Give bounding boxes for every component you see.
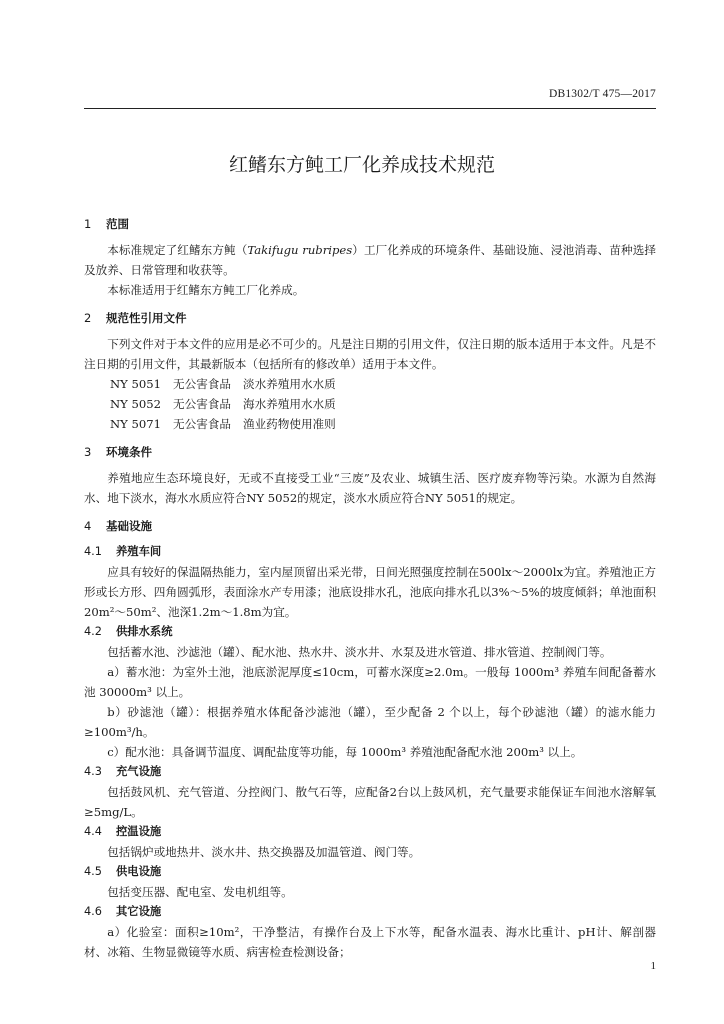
section-4-4-heading: 4.4 控温设施 bbox=[84, 825, 162, 838]
page-number: 1 bbox=[650, 960, 656, 972]
section-4-1-heading: 4.1 养殖车间 bbox=[84, 545, 162, 558]
section-4-2-item-a: a）蓄水池：为室外土池，池底淤泥厚度≤10cm，可蓄水深度≥2.0m。一般每 1000m³ 养殖车间配备蓄水池 30000m³ 以上。 bbox=[84, 665, 656, 699]
reference-item: NY 5071 无公害食品 渔业药物使用准则 bbox=[110, 417, 336, 431]
reference-item: NY 5052 无公害食品 海水养殖用水水质 bbox=[110, 397, 336, 411]
section-4-4-paragraph: 包括锅炉或地热井、淡水井、热交换器及加温管道、阀门等。 bbox=[107, 845, 421, 859]
header-rule bbox=[84, 108, 656, 109]
latin-name: Takifugu rubripes bbox=[247, 243, 353, 257]
section-4-2-heading: 4.2 供排水系统 bbox=[84, 625, 173, 638]
section-4-1-paragraph: 应具有较好的保温隔热能力，室内屋顶留出采光带，日间光照强度控制在500lx～2000lx为宜。养殖池正方形或长方形、四角圆弧形，表面涂水产专用漆；池底设排水孔，池底向排水孔以3%～5%的坡度倾斜；单池面积20m²～50m²、池深1.2m～1.8m为宜。 bbox=[84, 565, 656, 619]
section-4-2-item-b: b）砂滤池（罐）：根据养殖水体配备沙滤池（罐），至少配备 2 个以上，每个砂滤池（罐）的滤水能力≥100m³/h。 bbox=[84, 705, 656, 739]
document-body bbox=[84, 206, 656, 962]
section-4-6-heading: 4.6 其它设施 bbox=[84, 905, 162, 918]
section-1-paragraph-1: 本标准规定了红鳍东方鲀（Takifugu rubripes）工厂化养成的环境条件、基础设施、浸池消毒、苗种选择及放养、日常管理和收获等。 bbox=[84, 243, 656, 277]
section-4-heading: 4 基础设施 bbox=[84, 519, 152, 533]
section-4-3-paragraph: 包括鼓风机、充气管道、分控阀门、散气石等，应配备2台以上鼓风机，充气量要求能保证车间池水溶解氧≥5mg/L。 bbox=[84, 785, 656, 819]
section-4-6-item-a: a）化验室：面积≥10m²，干净整洁，有操作台及上下水等，配备水温表、海水比重计、pH计、解剖器材、冰箱、生物显微镜等水质、病害检查检测设备； bbox=[84, 925, 656, 959]
section-4-5-paragraph: 包括变压器、配电室、发电机组等。 bbox=[107, 885, 293, 899]
reference-item: NY 5051 无公害食品 淡水养殖用水水质 bbox=[110, 377, 336, 391]
section-4-3-heading: 4.3 充气设施 bbox=[84, 765, 162, 778]
section-4-2-item-c: c）配水池：具备调节温度、调配盐度等功能，每 1000m³ 养殖池配备配水池 200m³ 以上。 bbox=[107, 745, 583, 759]
section-3-paragraph-1: 养殖地应生态环境良好，无或不直接受工业“三废”及农业、城镇生活、医疗废弃物等污染。水源为自然海水、地下淡水，海水水质应符合NY 5052的规定，淡水水质应符合NY 5051的规定。 bbox=[84, 471, 656, 505]
section-4-5-heading: 4.5 供电设施 bbox=[84, 865, 162, 878]
section-2-paragraph-1: 下列文件对于本文件的应用是必不可少的。凡是注日期的引用文件，仅注日期的版本适用于本文件。凡是不注日期的引用文件，其最新版本（包括所有的修改单）适用于本文件。 bbox=[84, 337, 656, 371]
section-1-paragraph-2: 本标准适用于红鳍东方鲀工厂化养成。 bbox=[107, 283, 305, 297]
document-title: 红鳍东方鲀工厂化养成技术规范 bbox=[228, 154, 495, 176]
section-2-heading: 2 规范性引用文件 bbox=[84, 311, 187, 325]
section-4-2-paragraph: 包括蓄水池、沙滤池（罐）、配水池、热水井、淡水井、水泵及进水管道、排水管道、控制阀门等。 bbox=[107, 645, 612, 659]
section-3-heading: 3 环境条件 bbox=[84, 445, 152, 459]
section-1-heading: 1 范围 bbox=[84, 217, 129, 231]
standard-code: DB1302/T 475—2017 bbox=[548, 88, 656, 100]
